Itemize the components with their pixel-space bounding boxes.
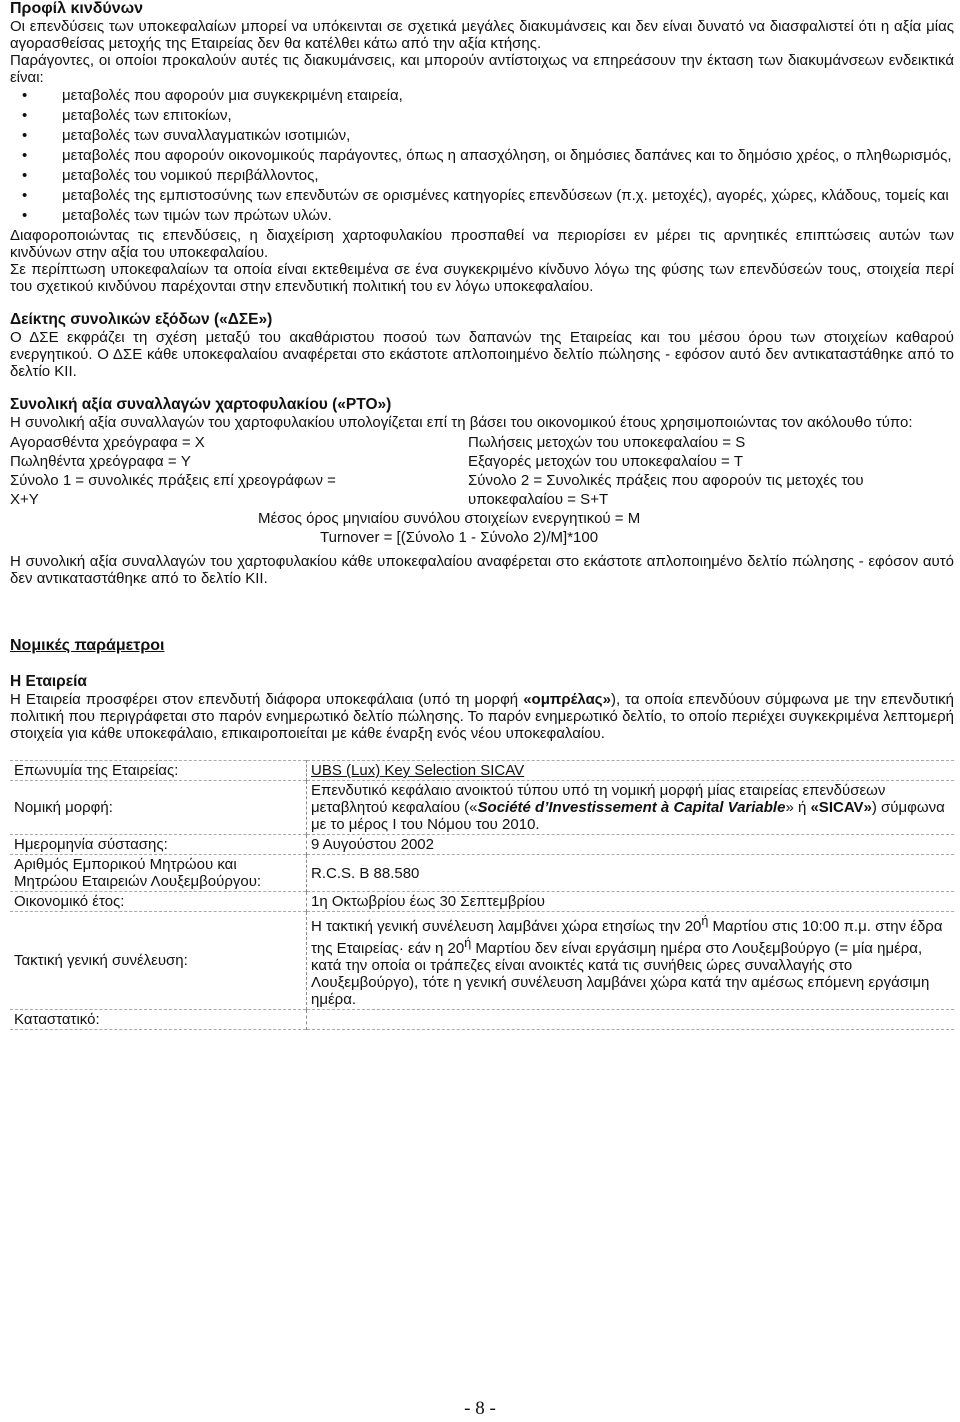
general-meeting-value (307, 912, 955, 1010)
pto-formula (10, 433, 954, 546)
form-text-sicav-full: Société d’Investissement à Capital Variable (477, 799, 786, 816)
company-title: Η Εταιρεία (10, 673, 87, 690)
company-text-c: ), τα οποία επενδύουν σύμφωνα με την επενδυτική πολιτική που περιγράφεται στο παρόν ενημερωτικό δελτίο πώλησης. Το παρόν ενημερωτικό δελτίο, το οποίο περιέχει συγκεκριμένα λεπτομερή στοιχεία για κάθε υποκεφάλαιο, επικαιροποιείται με κάθε έναρξη ενός νέου υποκεφαλαίου. (10, 691, 954, 742)
formula-bought: Αγορασθέντα χρεόγραφα = X (10, 434, 205, 451)
table-row (10, 892, 954, 912)
name-label: Επωνυμία της Εταιρείας: (10, 761, 307, 781)
formula-average-assets: Μέσος όρος μηνιαίου συνόλου στοιχείων ενεργητικού = M (258, 510, 641, 527)
formula-turnover: Turnover = [(Σύνολο 1 - Σύνολο 2)/M]*100 (320, 529, 599, 546)
legal-parameters-heading: Νομικές παράμετροι (10, 637, 165, 654)
table-row (10, 761, 954, 781)
risk-paragraph-1: Οι επενδύσεις των υποκεφαλαίων μπορεί να υπόκεινται σε σχετικά μεγάλες διακυμάνσεις και δεν είναι δυνατό να διασφαλιστεί ότι η αξία μίας αγορασθείσας μετοχής της Εταιρείας δεν θα κατέλθει κάτω από την αξία κτήσης. (10, 18, 954, 52)
table-row (10, 912, 954, 1010)
company-info-table (10, 760, 954, 1030)
list-item: • μεταβολές της εμπιστοσύνης των επενδυτών σε ορισμένες κατηγορίες επενδύσεων (π.χ. μετοχές), αγορές, χώρες, κλάδους, τομείς και (62, 187, 954, 204)
financial-year-label: Οικονομικό έτος: (10, 892, 307, 912)
financial-year-value: 1η Οκτωβρίου έως 30 Σεπτεμβρίου (311, 893, 545, 910)
agm-text-c: Μαρτίου δεν είναι εργάσιμη ημέρα στο Λουξεμβούργο (= μία ημέρα, κατά την οποία οι τράπεζες είναι ανοικτές κατά τις συνήθεις ώρες συναλλαγής στο Λουξεμβούργο), τότε η γενική συνέλευση λαμβάνει χώρα κατά την αμέσως επόμενη εργάσιμη ημέρα. (311, 940, 930, 1008)
table-row (10, 835, 954, 855)
agm-sup-1: ή (701, 914, 709, 928)
form-text-a: Επενδυτικό κεφάλαιο ανοικτού τύπου υπό τη νομική μορφή μίας εταιρείας επενδύσεων μεταβλητού κεφαλαίου (« (311, 782, 886, 816)
articles-value (307, 1010, 955, 1030)
registry-number-value: R.C.S. B 88.580 (311, 864, 420, 882)
pto-paragraph-2: Η συνολική αξία συναλλαγών του χαρτοφυλακίου κάθε υποκεφαλαίου αναφέρεται στο εκάστοτε απλοποιημένο δελτίο πώλησης - εφόσον αυτό δεν αντικαταστάθηκε από το δελτίο KII. (10, 553, 954, 587)
formula-total-2: Σύνολο 2 = Συνολικές πράξεις που αφορούν τις μετοχές του (468, 472, 864, 489)
risk-paragraph-2: Παράγοντες, οι οποίοι προκαλούν αυτές τις διακυμάνσεις, και μπορούν αντίστοιχως να επηρεάσουν την έκταση των διακυμάνσεων ενδεικτικά είναι: (10, 52, 954, 86)
risk-profile-title: Προφίλ κινδύνων (10, 0, 144, 17)
risk-paragraph-4: Σε περίπτωση υποκεφαλαίων τα οποία είναι εκτεθειμένα σε ένα συγκεκριμένο κίνδυνο λόγω της φύσης των επενδύσεών τους, στοιχεία περί του σχετικού κινδύνου παρέχονται στην επενδυτική πολιτική του εν λόγω υποκεφαλαίου. (10, 261, 954, 295)
pto-title: Συνολική αξία συναλλαγών χαρτοφυλακίου («PTO») (10, 396, 392, 413)
incorporation-date-value: 9 Αυγούστου 2002 (311, 836, 434, 853)
ter-title: Δείκτης συνολικών εξόδων («ΔΣΕ») (10, 311, 273, 328)
company-paragraph (10, 691, 954, 742)
risk-paragraph-3: Διαφοροποιώντας τις επενδύσεις, η διαχείριση χαρτοφυλακίου προσπαθεί να περιορίσει εν μέρει τις αρνητικές επιπτώσεις αυτών των κινδύνων στην αξία του υποκεφαλαίου. (10, 227, 954, 261)
list-item: • μεταβολές των συναλλαγματικών ισοτιμιών, (62, 127, 954, 144)
legal-form-value (307, 781, 955, 835)
table-row (10, 855, 954, 892)
registry-number-label: Αριθμός Εμπορικού Μητρώου και Μητρώου Εταιρειών Λουξεμβούργου: (10, 855, 307, 892)
list-item: • μεταβολές των τιμών των πρώτων υλών. (62, 207, 954, 224)
list-item: • μεταβολές που αφορούν μια συγκεκριμένη εταιρεία, (62, 87, 954, 104)
table-row (10, 781, 954, 835)
formula-redemptions: Εξαγορές μετοχών του υποκεφαλαίου = T (468, 453, 744, 470)
list-item: • μεταβολές του νομικού περιβάλλοντος, (62, 167, 954, 184)
formula-total-1: Σύνολο 1 = συνολικές πράξεις επί χρεογράφων = (10, 472, 336, 489)
name-value: UBS (Lux) Key Selection SICAV (311, 762, 525, 779)
list-item: • μεταβολές των επιτοκίων, (62, 107, 954, 124)
general-meeting-label: Τακτική γενική συνέλευση: (10, 912, 307, 1010)
company-text-a: Η Εταιρεία προσφέρει στον επενδυτή διάφορα υποκεφάλαια (υπό τη μορφή (10, 691, 524, 708)
form-text-c: » ή (785, 799, 811, 816)
risk-factor-list (10, 87, 954, 224)
agm-text-b: Μαρτίου στις 10:00 π.μ. στην έδρα της Εταιρείας· εάν η 20 (311, 918, 943, 957)
form-text-sicav: «SICAV» (810, 799, 872, 816)
legal-form-label: Νομική μορφή: (10, 781, 307, 835)
articles-label: Καταστατικό: (10, 1010, 307, 1030)
ter-paragraph: Ο ΔΣΕ εκφράζει τη σχέση μεταξύ του ακαθάριστου ποσού των δαπανών της Εταιρείας και του μέσου όρου των στοιχείων καθαρού ενεργητικού. Ο ΔΣΕ κάθε υποκεφαλαίου αναφέρεται στο εκάστοτε απλοποιημένο δελτίο πώλησης - εφόσον αυτό δεν αντικαταστάθηκε από το δελτίο KII. (10, 329, 954, 380)
incorporation-date-label: Ημερομηνία σύστασης: (10, 835, 307, 855)
form-text-e: ) σύμφωνα με το μέρος I του Νόμου του 2010. (311, 799, 945, 833)
document-page (10, 0, 954, 1030)
agm-text-a: Η τακτική γενική συνέλευση λαμβάνει χώρα ετησίως την 20 (311, 918, 702, 935)
formula-total-2-sum: υποκεφαλαίου = S+T (468, 491, 609, 508)
formula-total-1-sum: X+Y (10, 491, 39, 508)
company-text-umbrella: «ομπρέλας» (523, 691, 611, 708)
pto-paragraph-1: Η συνολική αξία συναλλαγών του χαρτοφυλακίου υπολογίζεται επί τη βάσει του οικονομικού έτους χρησιμοποιώντας τον ακόλουθο τύπο: (10, 414, 913, 431)
formula-sales: Πωλήσεις μετοχών του υποκεφαλαίου = S (468, 434, 746, 451)
agm-sup-2: ή (464, 936, 472, 950)
table-row (10, 1010, 954, 1030)
list-item: • μεταβολές που αφορούν οικονομικούς παράγοντες, όπως η απασχόληση, οι δημόσιες δαπάνες και το δημόσιο χρέος, ο πληθωρισμός, (62, 147, 954, 164)
formula-sold: Πωληθέντα χρεόγραφα = Y (10, 453, 191, 470)
page-number: - 8 - (464, 1398, 496, 1419)
